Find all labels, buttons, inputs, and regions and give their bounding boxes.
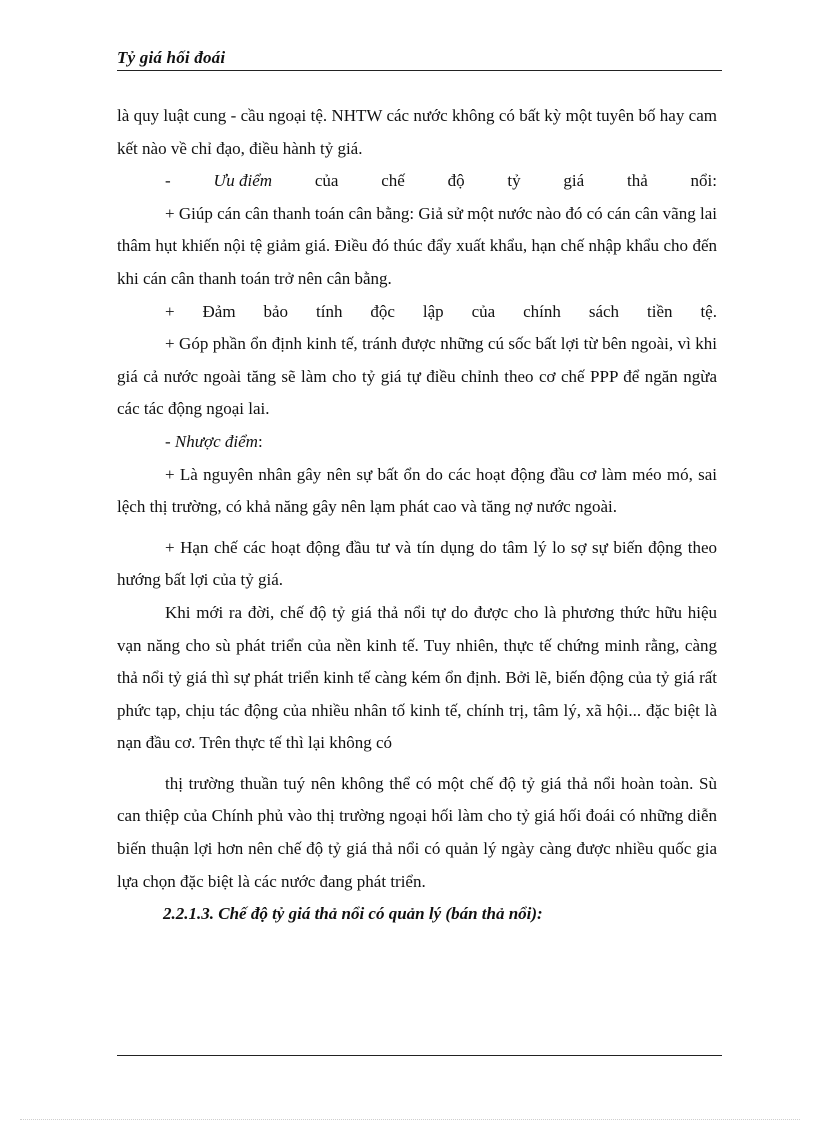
- header-rule: [117, 70, 722, 71]
- paragraph-1: là quy luật cung - cầu ngoại tệ. NHTW các nước không có bất kỳ một tuyên bố hay cam kết nào về chỉ đạo, điều hành tỷ giá.: [117, 106, 717, 158]
- adv2-w6: lập: [422, 301, 444, 321]
- adv2-w5: độc: [370, 301, 395, 321]
- running-header-title: Tỷ giá hối đoái: [117, 48, 226, 67]
- advantages-w7: nổi:: [690, 171, 717, 191]
- adv2-w3: bảo: [263, 301, 289, 321]
- paragraph-conclusion-1: Khi mới ra đời, chế độ tỷ giá thả nổi tự do được cho là phương thức hữu hiệu vạn năng cho sù phát triển của nền kinh tế. Tuy nhiên, thực tế chứng minh rằng, càng thả nổi tỷ giá thì sự phát triển kinh tế càng kém ổn định. Bởi lẽ, biến động của tỷ giá rất phức tạp, chịu tác động của nhiều nhân tố kinh tế, chính trị, tâm lý, xã hội... đặc biệt là nạn đầu cơ. Trên thực tế thì lại không có: [117, 602, 717, 753]
- advantages-w4: tỷ: [507, 171, 521, 191]
- advantages-w2: chế: [381, 171, 405, 191]
- disadvantages-label: Nhược điểm: [174, 431, 258, 451]
- adv2-w10: tiền: [647, 301, 673, 321]
- advantages-w5: giá: [563, 171, 585, 191]
- page-edge: [20, 1119, 800, 1120]
- adv2-w11: tệ.: [700, 301, 717, 321]
- adv2-w7: của: [471, 301, 496, 321]
- document-body: [117, 100, 717, 931]
- paragraph-conclusion-2: thị trường thuần tuý nên không thể có một chế độ tỷ giá thả nổi hoàn toàn. Sù can thiệp của Chính phủ vào thị trường ngoại hối làm cho tỷ giá hối đoái có những diễn biến thuận lợi hơn nên chế độ tỷ giá thả nổi có quản lý ngày càng được nhiều quốc gia lựa chọn đặc biệt là các nước đang phát triển.: [117, 773, 717, 891]
- adv2-w4: tính: [316, 301, 343, 321]
- adv2-w1: +: [165, 301, 175, 321]
- adv2-w8: chính: [523, 301, 561, 321]
- section-heading-2-2-1-3: 2.2.1.3. Chế độ tỷ giá thả nổi có quản lý (bán thả nổi):: [163, 904, 543, 924]
- adv2-w2: Đảm: [202, 301, 236, 321]
- paragraph-advantages-heading: [117, 165, 717, 198]
- paragraph-advantage-1: + Giúp cán cân thanh toán cân bằng: Giả sử một nước nào đó có cán cân vãng lai thâm hụt khiến nội tệ giảm giá. Điều đó thúc đẩy xuất khẩu, hạn chế nhập khẩu cho đến khi cán cân thanh toán trở nên cân bằng.: [117, 203, 717, 288]
- advantages-w3: độ: [447, 171, 465, 191]
- paragraph-advantage-3: + Góp phần ổn định kinh tế, tránh được những cú sốc bất lợi từ bên ngoài, vì khi giá cả nước ngoài tăng sẽ làm cho tỷ giá tự điều chỉnh theo cơ chế PPP để ngăn ngừa các tác động ngoại lai.: [117, 334, 717, 419]
- paragraph-disadvantage-2: + Hạn chế các hoạt động đầu tư và tín dụng do tâm lý lo sợ sự biến động theo hướng bất lợi của tỷ giá.: [117, 537, 717, 590]
- advantages-w6: thả: [626, 171, 648, 191]
- disadvantages-dash: -: [165, 431, 171, 451]
- paragraph-disadvantage-1: + Là nguyên nhân gây nên sự bất ổn do các hoạt động đầu cơ làm méo mó, sai lệch thị trường, có khả năng gây nên lạm phát cao và tăng nợ nước ngoài.: [117, 464, 717, 517]
- advantages-w1: của: [314, 171, 339, 191]
- adv2-w9: sách: [588, 301, 620, 321]
- disadvantages-colon: :: [257, 431, 263, 451]
- paragraph-advantage-2: [117, 296, 717, 329]
- advantages-dash: -: [165, 171, 171, 191]
- footer-rule: [117, 1055, 722, 1056]
- paragraph-disadvantages-heading: [117, 426, 717, 459]
- advantages-label: Ưu điểm: [213, 171, 273, 191]
